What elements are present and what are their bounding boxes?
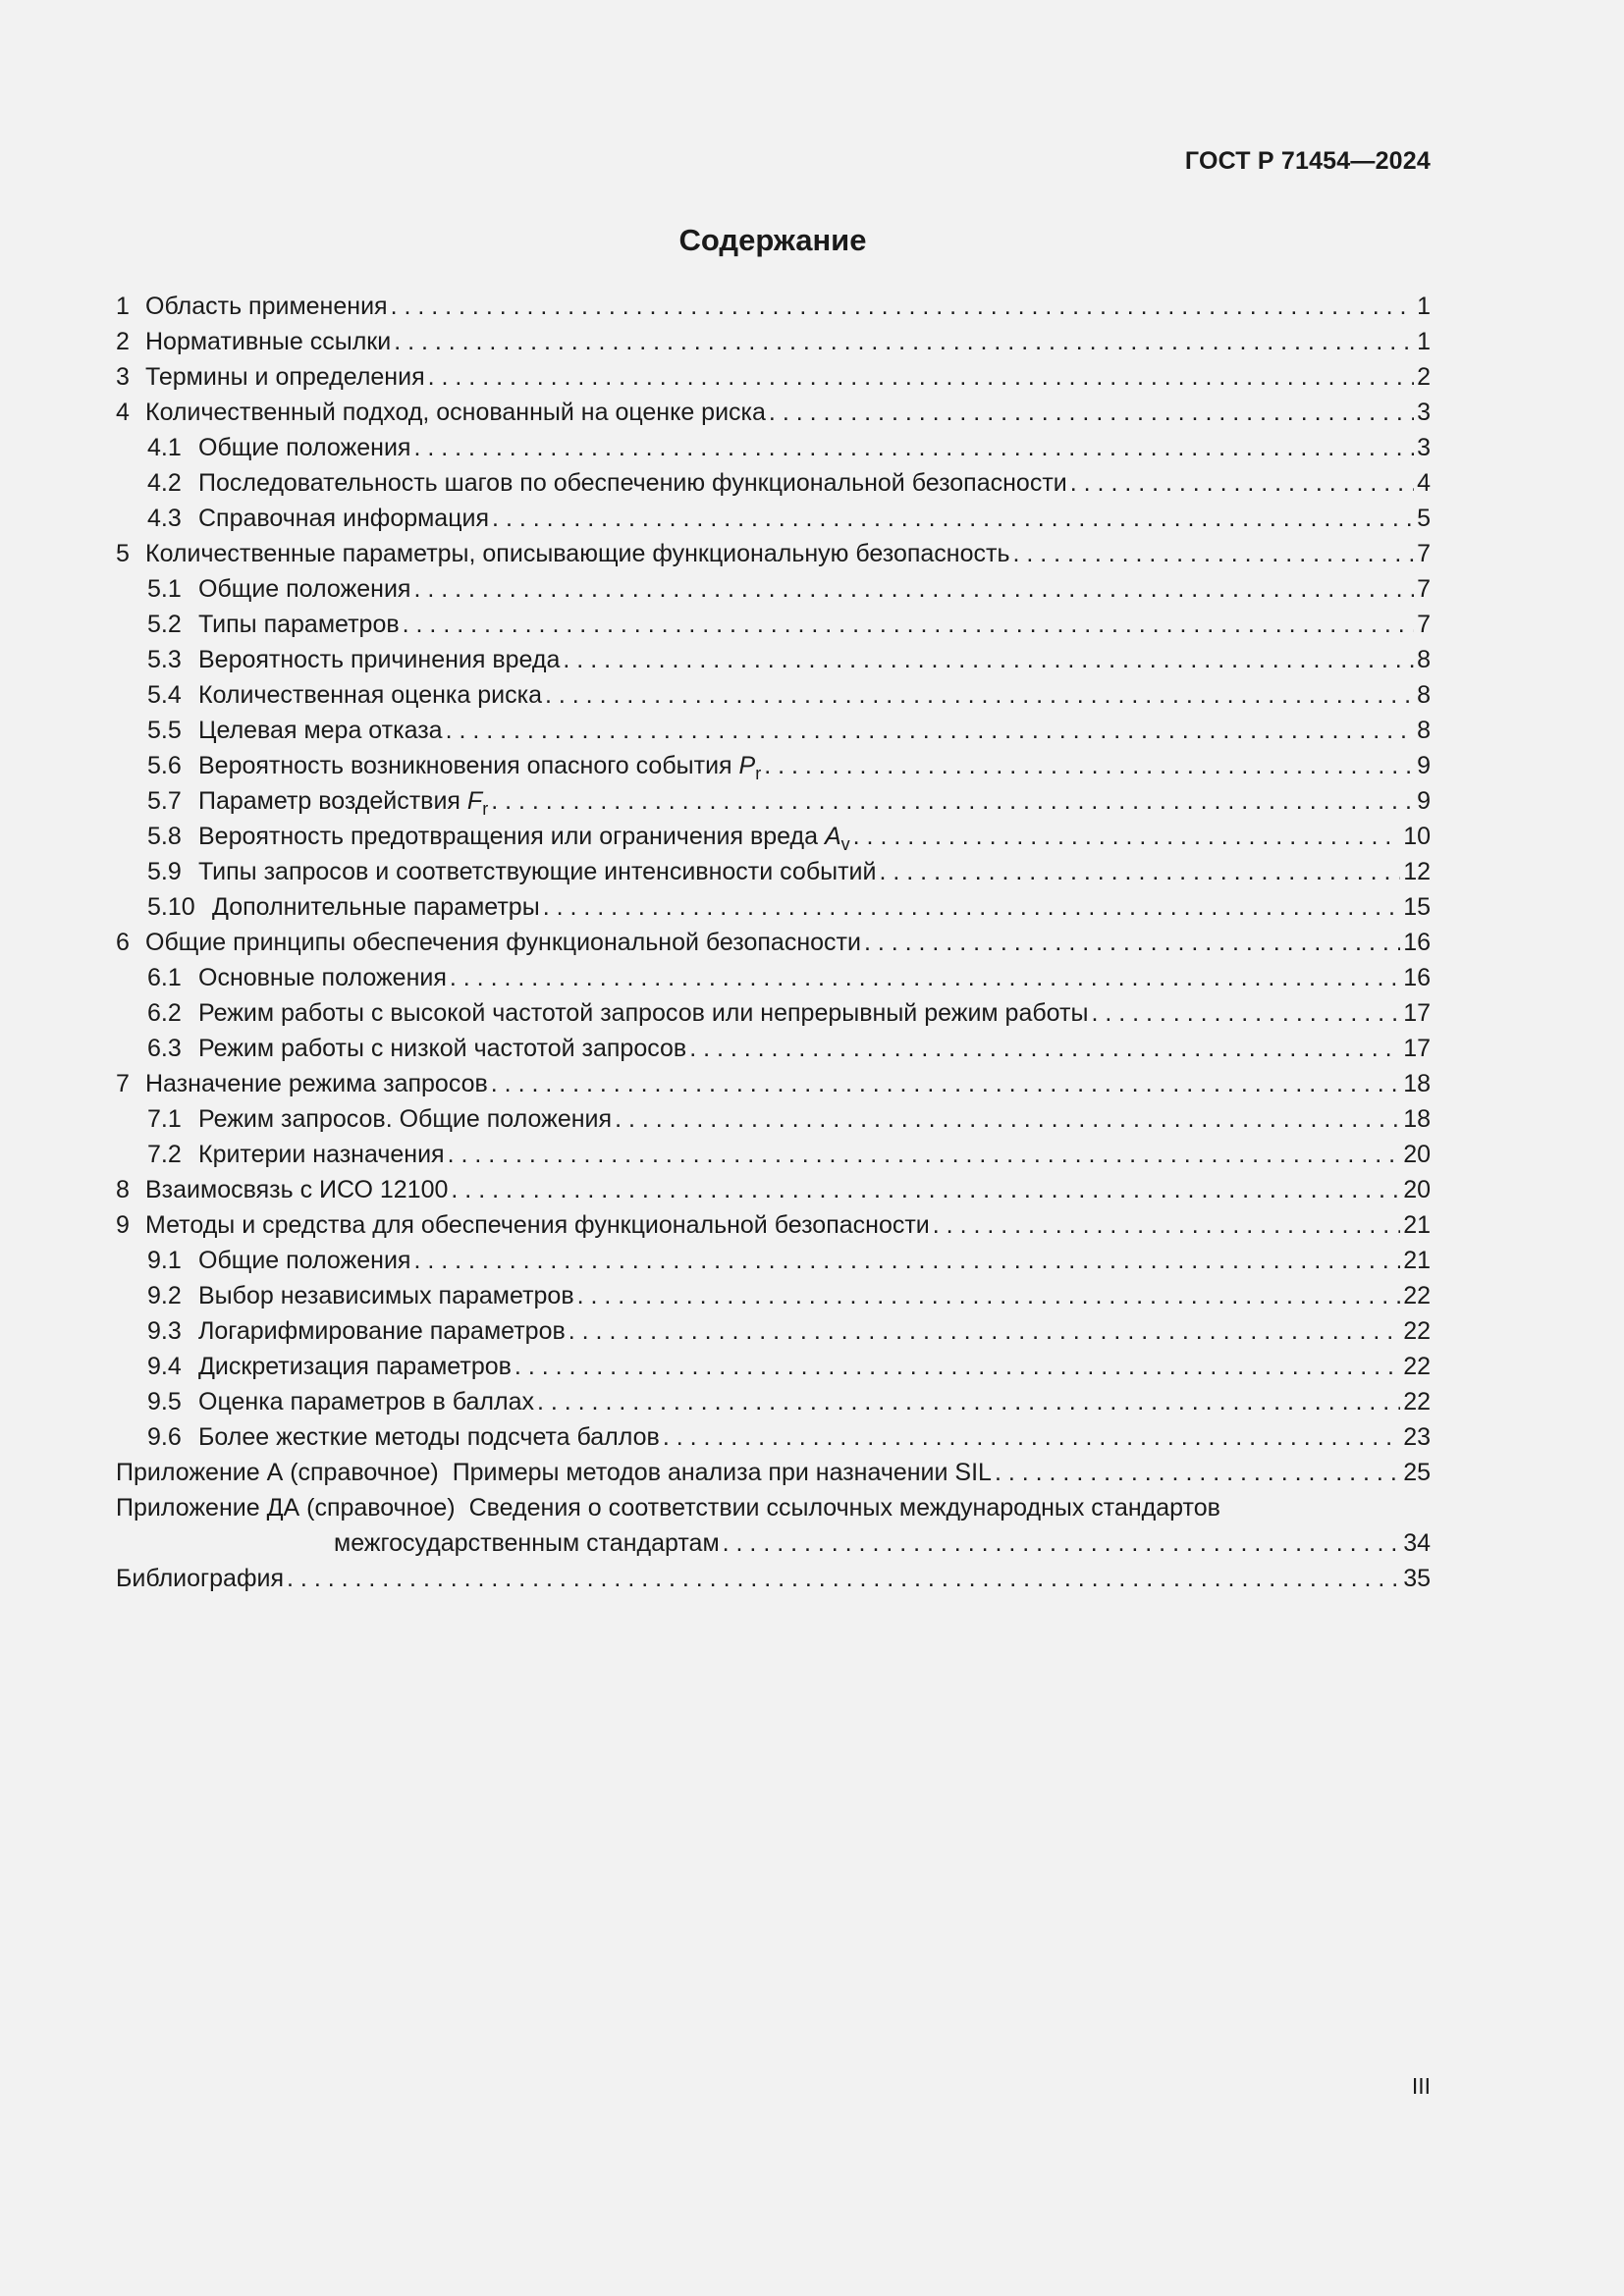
toc-entry-title: Типы параметров — [198, 611, 400, 638]
toc-entry-page: 8 — [1417, 646, 1431, 673]
toc-entry-appendix-da-continued[interactable] — [116, 1525, 1431, 1561]
toc-entry[interactable] — [116, 536, 1431, 571]
toc-entry-title: Последовательность шагов по обеспечению функциональной безопасности — [198, 469, 1067, 497]
toc-entry-number: 7.2 — [147, 1141, 182, 1168]
toc-entry-title: Оценка параметров в баллах — [198, 1388, 534, 1415]
bibliography-page: 35 — [1403, 1565, 1431, 1592]
toc-entry-page: 22 — [1403, 1317, 1431, 1345]
toc-entry-page: 2 — [1417, 363, 1431, 391]
toc-entry-appendix-da[interactable] — [116, 1490, 1431, 1525]
toc-entry-title: Параметр воздействия — [198, 787, 460, 815]
toc-entry-text — [145, 324, 391, 359]
toc-entry-page: 21 — [1403, 1247, 1431, 1274]
toc-entry-title: Более жесткие методы подсчета баллов — [198, 1423, 660, 1451]
toc-entry-title: Основные положения — [198, 964, 447, 991]
dot-leader — [446, 713, 1415, 748]
toc-entry-page: 3 — [1417, 399, 1431, 426]
dot-leader — [492, 501, 1414, 536]
toc-entry-page: 16 — [1403, 964, 1431, 991]
dot-leader — [853, 819, 1401, 854]
toc-entry-number: 9.3 — [147, 1317, 182, 1345]
toc-entry-number: 5.6 — [147, 752, 182, 779]
dot-leader — [1012, 536, 1414, 571]
toc-entry-page: 10 — [1403, 823, 1431, 850]
toc-entry[interactable] — [116, 1384, 1431, 1419]
toc-entry-text — [198, 642, 560, 677]
toc-rows — [116, 289, 1431, 1455]
toc-entry-number: 2 — [116, 328, 130, 355]
toc-entry-title: Дискретизация параметров — [198, 1353, 512, 1380]
toc-entry-title: Режим работы с высокой частотой запросов или непрерывный режим работы — [198, 999, 1089, 1027]
toc-entry-title: Целевая мера отказа — [198, 717, 443, 744]
toc-entry-page: 23 — [1403, 1423, 1431, 1451]
toc-entry-page: 9 — [1417, 787, 1431, 815]
dot-leader — [764, 748, 1414, 783]
toc-entry-page: 7 — [1417, 611, 1431, 638]
dot-leader — [663, 1419, 1400, 1455]
toc-entry-title: Вероятность причинения вреда — [198, 646, 561, 673]
toc-entry-page: 17 — [1403, 1035, 1431, 1062]
toc-entry-page: 21 — [1403, 1211, 1431, 1239]
toc-entry-number: 9.1 — [147, 1247, 182, 1274]
toc-entry-text — [198, 677, 542, 713]
dot-leader — [933, 1207, 1400, 1243]
dot-leader — [769, 395, 1414, 430]
dot-leader — [568, 1313, 1400, 1349]
toc-entry-text — [198, 1419, 660, 1455]
toc-entry-title: Назначение режима запросов — [145, 1070, 488, 1097]
toc-entry-page: 22 — [1403, 1353, 1431, 1380]
toc-entry-text — [198, 854, 877, 889]
table-of-contents — [116, 289, 1431, 1596]
toc-entry[interactable] — [116, 430, 1431, 465]
toc-entry-title: Критерии назначения — [198, 1141, 445, 1168]
toc-entry-page: 22 — [1403, 1282, 1431, 1309]
toc-entry-page: 8 — [1417, 717, 1431, 744]
toc-entry-page: 1 — [1417, 328, 1431, 355]
toc-entry-number: 5.4 — [147, 681, 182, 709]
toc-entry-text — [145, 359, 425, 395]
toc-entry[interactable] — [116, 819, 1431, 854]
toc-entry-page: 4 — [1417, 469, 1431, 497]
toc-entry-title: Область применения — [145, 293, 388, 320]
toc-entry-number: 6.2 — [147, 999, 182, 1027]
dot-leader — [689, 1031, 1400, 1066]
toc-entry[interactable] — [116, 854, 1431, 889]
toc-entry-number: 4 — [116, 399, 130, 426]
bibliography-text: Библиография — [116, 1565, 285, 1592]
toc-entry-number: 8 — [116, 1176, 130, 1203]
page-number: III — [1411, 2073, 1431, 2099]
dot-leader — [880, 854, 1401, 889]
toc-entry-text — [198, 1384, 534, 1419]
toc-entry-title: Режим запросов. Общие положения — [198, 1105, 613, 1133]
toc-entry[interactable] — [116, 995, 1431, 1031]
toc-entry-title: Режим работы с низкой частотой запросов — [198, 1035, 687, 1062]
toc-entry[interactable] — [116, 1243, 1431, 1278]
toc-entry-number: 4.1 — [147, 434, 182, 461]
toc-entry[interactable] — [116, 677, 1431, 713]
dot-leader — [287, 1561, 1400, 1596]
dot-leader — [514, 1349, 1400, 1384]
dot-leader — [1091, 995, 1400, 1031]
toc-entry[interactable] — [116, 1419, 1431, 1455]
toc-entry-title: Дополнительные параметры — [212, 893, 540, 921]
toc-entry-page: 16 — [1403, 929, 1431, 956]
dot-leader — [413, 571, 1414, 607]
toc-entry[interactable] — [116, 1172, 1431, 1207]
toc-entry-number: 5 — [116, 540, 130, 567]
toc-entry-symbol-subscript: r — [482, 799, 489, 819]
toc-entry-title: Общие положения — [198, 434, 411, 461]
dot-leader — [723, 1525, 1401, 1561]
toc-entry-number: 9.6 — [147, 1423, 182, 1451]
toc-entry-title: Справочная информация — [198, 505, 490, 532]
toc-entry-title: Термины и определения — [145, 363, 425, 391]
toc-entry-symbol-subscript: v — [840, 834, 850, 854]
toc-entry[interactable] — [116, 501, 1431, 536]
dot-leader — [403, 607, 1414, 642]
toc-entry[interactable] — [116, 642, 1431, 677]
toc-entry[interactable] — [116, 359, 1431, 395]
appendix-a-text: Примеры методов анализа при назначении SIL — [452, 1459, 992, 1486]
toc-entry[interactable] — [116, 1066, 1431, 1101]
dot-leader — [563, 642, 1414, 677]
toc-entry-text — [145, 1172, 448, 1207]
toc-entry-page: 22 — [1403, 1388, 1431, 1415]
page-title: Содержание — [678, 223, 867, 257]
dot-leader — [537, 1384, 1400, 1419]
toc-entry-text — [198, 1137, 445, 1172]
toc-entry[interactable] — [116, 960, 1431, 995]
toc-entry-text — [145, 395, 766, 430]
toc-entry-text — [198, 1243, 410, 1278]
toc-entry[interactable] — [116, 783, 1431, 819]
appendix-a-page: 25 — [1403, 1459, 1431, 1486]
toc-entry-text — [145, 289, 388, 324]
toc-entry[interactable] — [116, 925, 1431, 960]
appendix-a-label: Приложение А (справочное) — [116, 1459, 439, 1486]
toc-entry-title: Количественные параметры, описывающие функциональную безопасность — [145, 540, 1010, 567]
appendix-da-text-line2: межгосударственным стандартам — [334, 1529, 720, 1557]
toc-entry-text — [145, 925, 861, 960]
toc-entry[interactable] — [116, 607, 1431, 642]
toc-entry-symbol: F — [466, 787, 483, 815]
toc-entry-text — [145, 1207, 930, 1243]
toc-entry-number: 3 — [116, 363, 130, 391]
toc-entry-text — [198, 465, 1067, 501]
toc-entry-number: 5.5 — [147, 717, 182, 744]
toc-entry-title: Общие принципы обеспечения функциональной безопасности — [145, 929, 861, 956]
toc-entry-number: 9.5 — [147, 1388, 182, 1415]
toc-entry[interactable] — [116, 1207, 1431, 1243]
toc-entry-text — [198, 1031, 686, 1066]
toc-entry-text — [198, 571, 410, 607]
toc-entry-title: Общие положения — [198, 1247, 411, 1274]
toc-entry-title: Количественный подход, основанный на оценке риска — [145, 399, 766, 426]
toc-entry-number: 4.2 — [147, 469, 182, 497]
toc-entry-text — [198, 1101, 612, 1137]
toc-entry-page: 5 — [1417, 505, 1431, 532]
toc-entry-title: Количественная оценка риска — [198, 681, 542, 709]
toc-entry-number: 6.3 — [147, 1035, 182, 1062]
dot-leader — [543, 889, 1401, 925]
dot-leader — [451, 1172, 1400, 1207]
toc-entry-page: 8 — [1417, 681, 1431, 709]
toc-entry-title: Общие положения — [198, 575, 411, 603]
toc-entry-title: Вероятность предотвращения или ограничения вреда — [198, 823, 819, 850]
toc-entry-page: 9 — [1417, 752, 1431, 779]
toc-entry-text — [198, 430, 410, 465]
toc-entry-page: 18 — [1403, 1105, 1431, 1133]
toc-entry-number: 5.2 — [147, 611, 182, 638]
toc-entry-symbol: A — [824, 823, 841, 850]
appendix-da-text-line1: Сведения о соответствии ссылочных международных стандартов — [468, 1494, 1220, 1522]
dot-leader — [413, 430, 1414, 465]
toc-entry-page: 17 — [1403, 999, 1431, 1027]
toc-entry[interactable] — [116, 324, 1431, 359]
dot-leader — [448, 1137, 1401, 1172]
appendix-da-label: Приложение ДА (справочное) — [116, 1494, 456, 1522]
dot-leader — [394, 324, 1414, 359]
toc-entry-number: 5.1 — [147, 575, 182, 603]
dot-leader — [450, 960, 1400, 995]
toc-entry-number: 5.8 — [147, 823, 182, 850]
toc-entry-page: 7 — [1417, 575, 1431, 603]
toc-entry-text — [198, 1313, 566, 1349]
toc-entry-number: 6 — [116, 929, 130, 956]
dot-leader — [391, 289, 1415, 324]
toc-entry-number: 9 — [116, 1211, 130, 1239]
toc-entry-number: 7 — [116, 1070, 130, 1097]
toc-entry-number: 9.2 — [147, 1282, 182, 1309]
toc-entry[interactable] — [116, 748, 1431, 783]
dot-leader — [1070, 465, 1414, 501]
toc-entry-title: Логарифмирование параметров — [198, 1317, 566, 1345]
dot-leader — [545, 677, 1414, 713]
toc-entry-text — [198, 995, 1088, 1031]
toc-entry-symbol-subscript: r — [755, 764, 762, 783]
toc-entry-text — [198, 713, 443, 748]
toc-entry-page: 20 — [1403, 1141, 1431, 1168]
toc-entry-text — [212, 889, 540, 925]
toc-entry-page: 1 — [1417, 293, 1431, 320]
toc-entry[interactable] — [116, 571, 1431, 607]
toc-entry[interactable] — [116, 889, 1431, 925]
toc-entry[interactable] — [116, 1313, 1431, 1349]
dot-leader — [864, 925, 1400, 960]
toc-entry-text — [198, 960, 447, 995]
dot-leader — [995, 1455, 1400, 1490]
toc-entry-number: 4.3 — [147, 505, 182, 532]
toc-entry-number: 6.1 — [147, 964, 182, 991]
toc-entry-page: 20 — [1403, 1176, 1431, 1203]
toc-entry-page: 18 — [1403, 1070, 1431, 1097]
dot-leader — [413, 1243, 1400, 1278]
document-id: ГОСТ Р 71454—2024 — [1184, 147, 1431, 175]
dot-leader — [577, 1278, 1401, 1313]
toc-entry-number: 5.9 — [147, 858, 182, 885]
toc-entry-number: 5.10 — [147, 893, 195, 921]
toc-entry-number: 9.4 — [147, 1353, 182, 1380]
toc-entry-appendix-a[interactable] — [116, 1455, 1431, 1490]
toc-entry-text — [198, 501, 489, 536]
toc-entry-bibliography[interactable] — [116, 1561, 1431, 1596]
toc-entry-text — [145, 1066, 488, 1101]
appendix-da-page: 34 — [1403, 1529, 1431, 1557]
toc-entry-title: Взаимосвязь с ИСО 12100 — [145, 1176, 449, 1203]
dot-leader — [491, 1066, 1400, 1101]
toc-entry-page: 15 — [1403, 893, 1431, 921]
toc-entry-title: Типы запросов и соответствующие интенсивности событий — [198, 858, 877, 885]
toc-entry-title: Вероятность возникновения опасного события — [198, 752, 732, 779]
toc-entry-text — [198, 607, 400, 642]
toc-entry-title: Нормативные ссылки — [145, 328, 392, 355]
toc-entry[interactable] — [116, 1278, 1431, 1313]
toc-entry-page: 12 — [1403, 858, 1431, 885]
toc-entry[interactable] — [116, 713, 1431, 748]
dot-leader — [615, 1101, 1400, 1137]
toc-entry-number: 1 — [116, 293, 130, 320]
toc-entry[interactable] — [116, 395, 1431, 430]
toc-entry-symbol: P — [738, 752, 756, 779]
toc-entry-title: Методы и средства для обеспечения функциональной безопасности — [145, 1211, 930, 1239]
toc-entry[interactable] — [116, 1101, 1431, 1137]
toc-entry[interactable] — [116, 289, 1431, 324]
toc-entry-page: 3 — [1417, 434, 1431, 461]
toc-entry-number: 7.1 — [147, 1105, 182, 1133]
toc-entry[interactable] — [116, 1349, 1431, 1384]
toc-entry-text — [145, 536, 1009, 571]
dot-leader — [491, 783, 1414, 819]
toc-entry-number: 5.3 — [147, 646, 182, 673]
toc-entry-number: 5.7 — [147, 787, 182, 815]
toc-entry-title: Выбор независимых параметров — [198, 1282, 574, 1309]
toc-entry[interactable] — [116, 465, 1431, 501]
toc-entry-page: 7 — [1417, 540, 1431, 567]
dot-leader — [428, 359, 1414, 395]
toc-entry[interactable] — [116, 1137, 1431, 1172]
toc-entry-text — [198, 1278, 574, 1313]
toc-entry-text — [198, 1349, 512, 1384]
toc-entry[interactable] — [116, 1031, 1431, 1066]
